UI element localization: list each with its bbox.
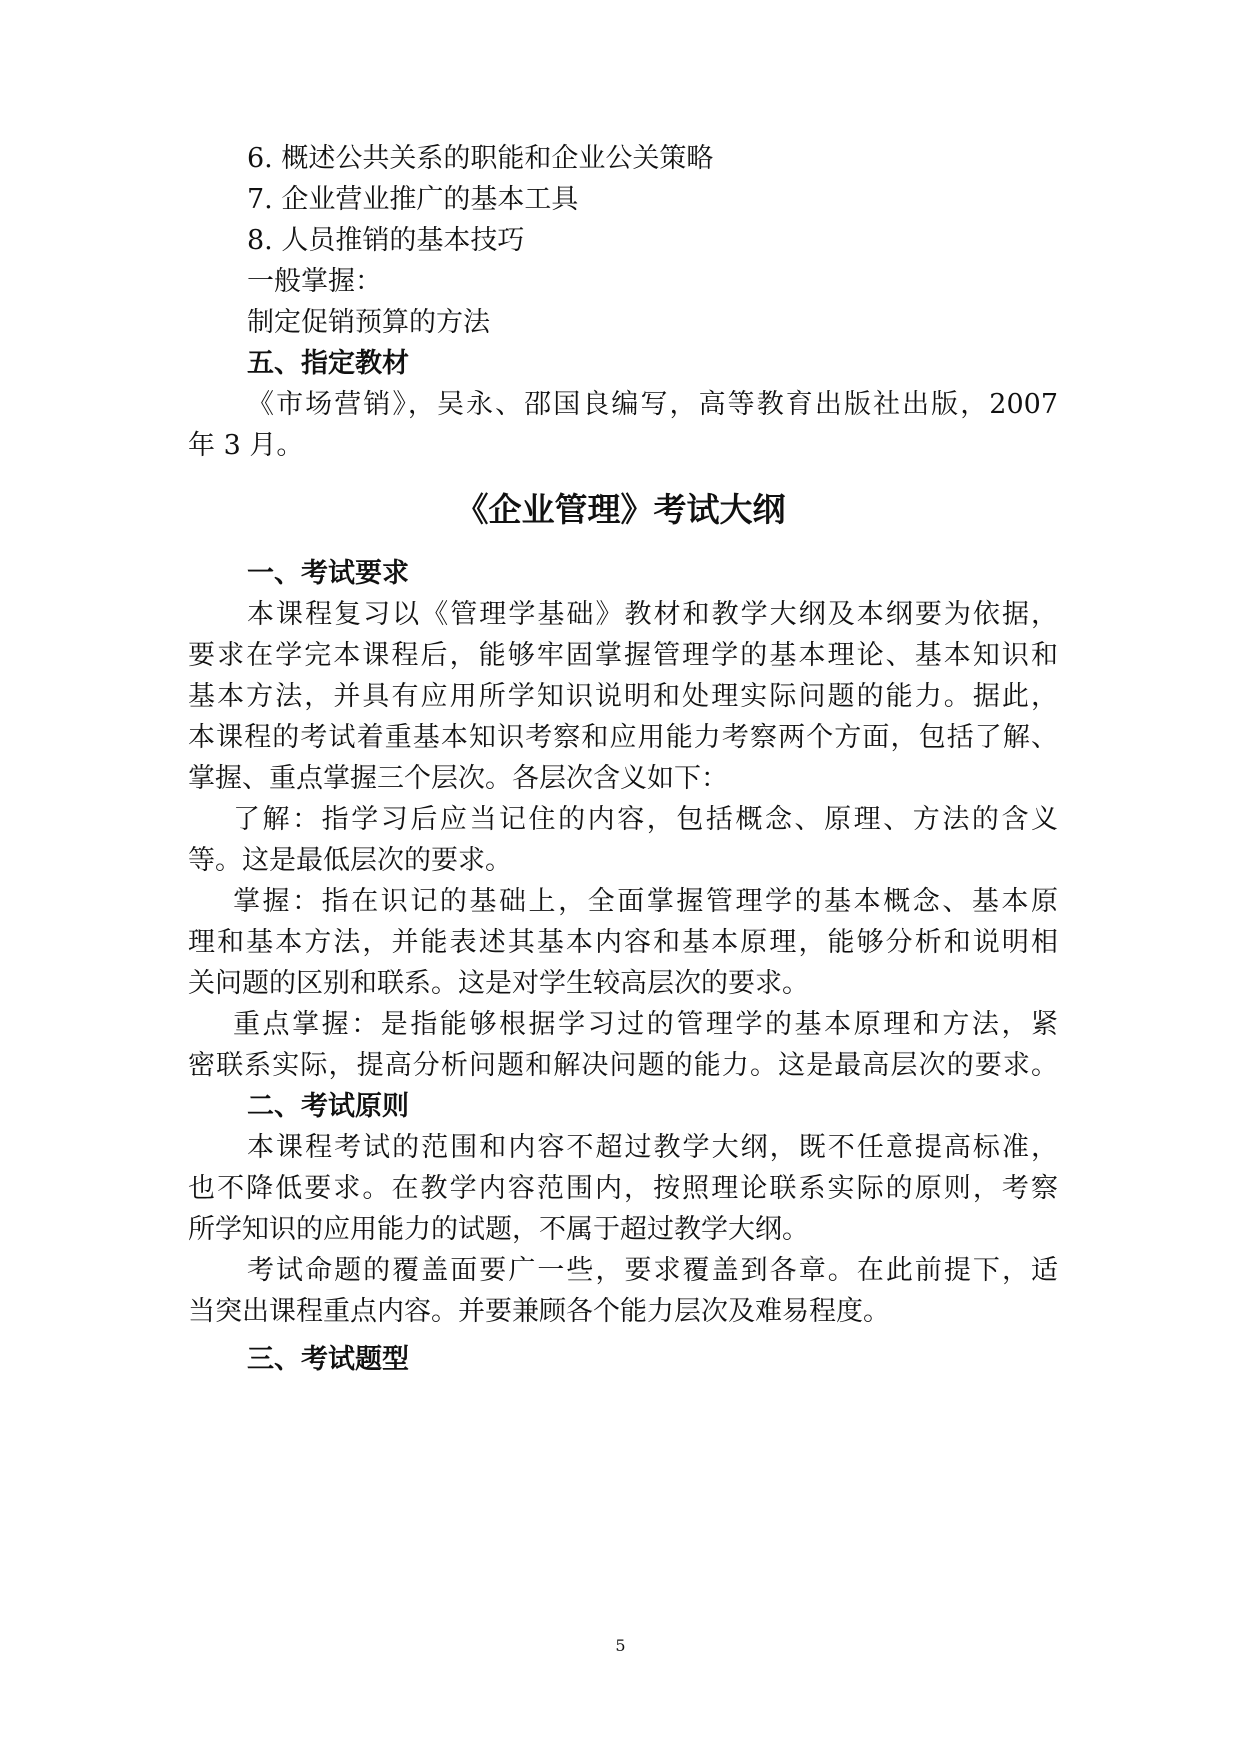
page-number: 5 xyxy=(615,1636,626,1655)
paragraph-line: 本课程的考试着重基本知识考察和应用能力考察两个方面，包括了解、 xyxy=(188,722,1058,753)
section-heading: 一、考试要求 xyxy=(247,558,409,589)
paragraph-line: 重点掌握：是指能够根据学习过的管理学的基本原理和方法，紧 xyxy=(233,1009,1058,1040)
page-title: 《企业管理》考试大纲 xyxy=(455,490,786,529)
paragraph-line: 考试命题的覆盖面要广一些，要求覆盖到各章。在此前提下，适 xyxy=(247,1255,1058,1286)
text-line: 一般掌握： xyxy=(247,266,382,297)
paragraph-line: 当突出课程重点内容。并要兼顾各个能力层次及难易程度。 xyxy=(188,1296,890,1327)
paragraph-line: 本课程考试的范围和内容不超过教学大纲，既不任意提高标准， xyxy=(247,1132,1058,1163)
paragraph-line: 所学知识的应用能力的试题，不属于超过教学大纲。 xyxy=(188,1214,809,1245)
list-item: 7. 企业营业推广的基本工具 xyxy=(247,184,579,215)
paragraph-line: 也不降低要求。在教学内容范围内，按照理论联系实际的原则，考察 xyxy=(188,1173,1058,1204)
list-item: 8. 人员推销的基本技巧 xyxy=(247,225,525,256)
paragraph-line: 理和基本方法，并能表述其基本内容和基本原理，能够分析和说明相 xyxy=(188,927,1058,958)
textbook-line: 年 3 月。 xyxy=(188,430,304,461)
paragraph-line: 关问题的区别和联系。这是对学生较高层次的要求。 xyxy=(188,968,809,999)
textbook-line: 《市场营销》，吴永、邵国良编写，高等教育出版社出版，2007 xyxy=(247,389,1058,420)
paragraph-line: 要求在学完本课程后，能够牢固掌握管理学的基本理论、基本知识和 xyxy=(188,640,1058,671)
paragraph-line: 了解：指学习后应当记住的内容，包括概念、原理、方法的含义 xyxy=(233,804,1058,835)
list-item: 6. 概述公共关系的职能和企业公关策略 xyxy=(247,143,714,174)
section-heading: 三、考试题型 xyxy=(247,1344,409,1375)
paragraph-line: 本课程复习以《管理学基础》教材和教学大纲及本纲要为依据， xyxy=(247,599,1058,630)
paragraph-line: 掌握、重点掌握三个层次。各层次含义如下： xyxy=(188,763,728,794)
paragraph-line: 等。这是最低层次的要求。 xyxy=(188,845,512,876)
paragraph-line: 掌握：指在识记的基础上，全面掌握管理学的基本概念、基本原 xyxy=(233,886,1058,917)
text-line: 制定促销预算的方法 xyxy=(247,307,490,338)
paragraph-line: 基本方法，并具有应用所学知识说明和处理实际问题的能力。据此， xyxy=(188,681,1058,712)
section-heading: 五、指定教材 xyxy=(247,348,409,379)
section-heading: 二、考试原则 xyxy=(247,1091,409,1122)
paragraph-line: 密联系实际，提高分析问题和解决问题的能力。这是最高层次的要求。 xyxy=(188,1050,1058,1081)
